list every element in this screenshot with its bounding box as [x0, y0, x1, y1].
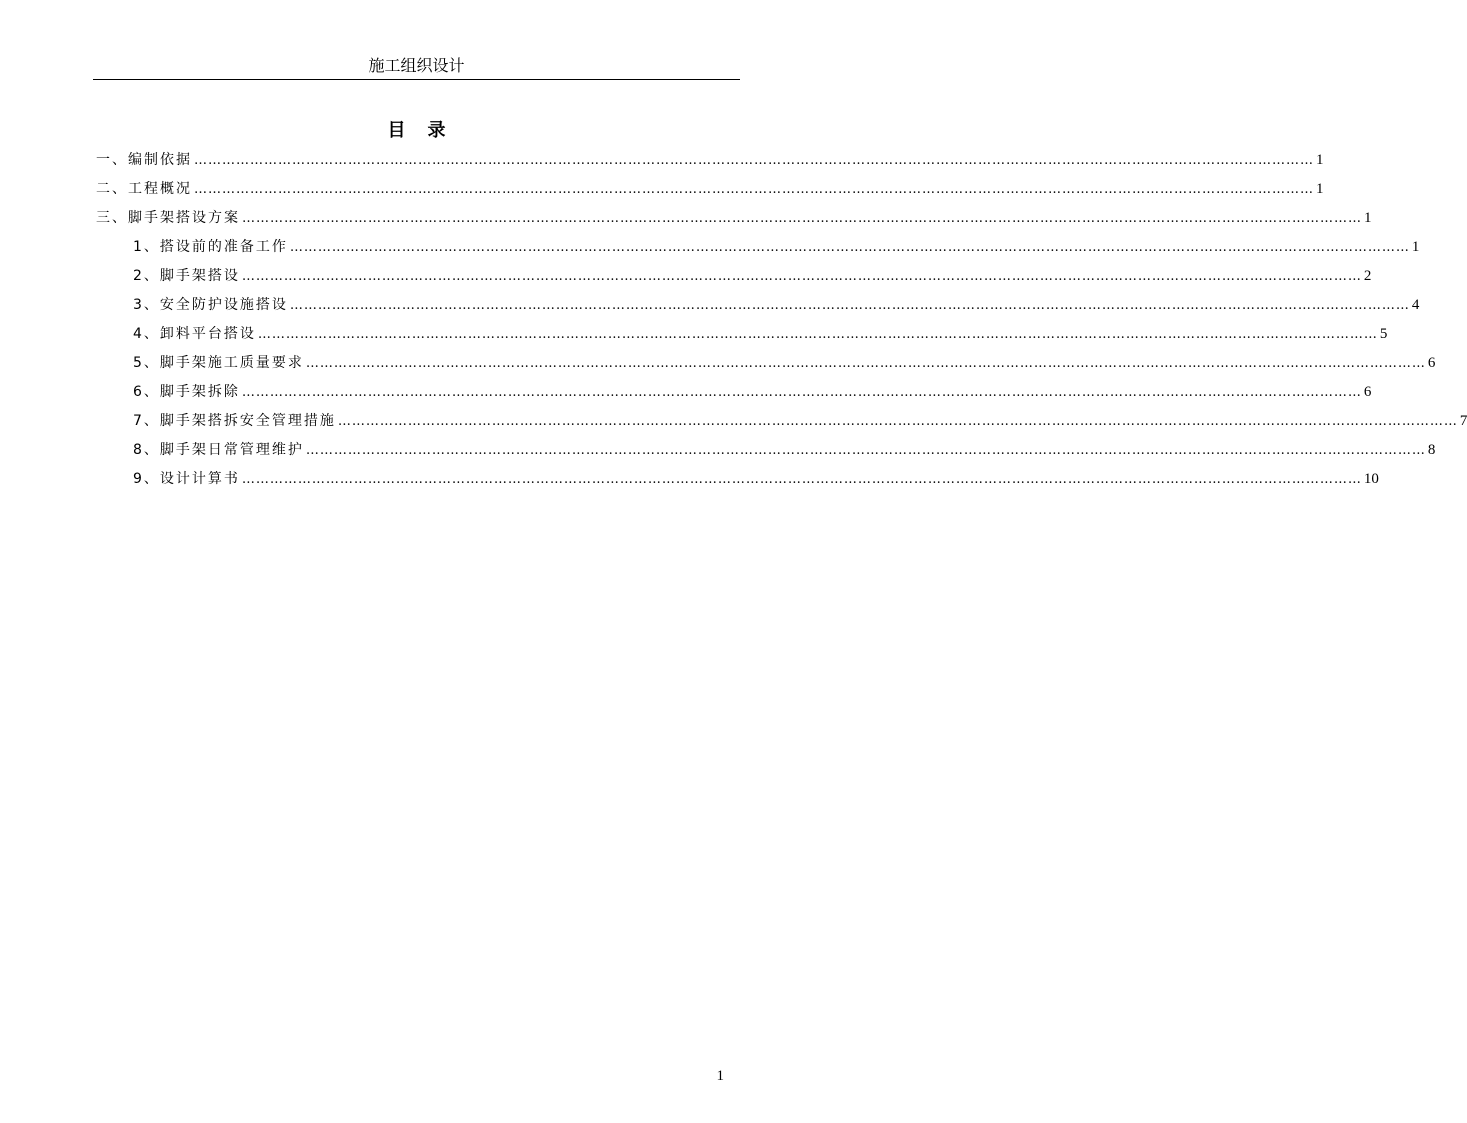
toc-entry-page: 8: [1427, 442, 1436, 458]
toc-entry-label: 3、安全防护设施搭设: [133, 297, 288, 313]
toc-entry-page: 7: [1459, 413, 1467, 429]
toc-leader-dots: ……………………………………………………………………………………………………………………………………………………………………………………………………………………: [337, 414, 1458, 429]
toc-entry-page: 1: [1411, 239, 1420, 255]
table-of-contents: [96, 146, 1467, 494]
toc-entry-label: 7、脚手架搭拆安全管理措施: [133, 413, 336, 429]
toc-entry[interactable]: [96, 262, 1372, 291]
toc-entry[interactable]: [96, 349, 1436, 378]
toc-title: 目录: [387, 120, 468, 141]
toc-entry-page: 2: [1363, 268, 1372, 284]
toc-leader-dots: ……………………………………………………………………………………………………………………………………………………………………………………………………………………: [305, 356, 1426, 371]
toc-entry-label: 1、搭设前的准备工作: [133, 239, 288, 255]
toc-entry[interactable]: [96, 204, 1372, 233]
toc-leader-dots: ……………………………………………………………………………………………………………………………………………………………………………………………………………………: [241, 472, 1362, 487]
header-divider: [93, 79, 740, 80]
toc-entry-label: 6、脚手架拆除: [133, 384, 240, 400]
toc-entry[interactable]: [96, 378, 1372, 407]
toc-leader-dots: ……………………………………………………………………………………………………………………………………………………………………………………………………………………: [194, 182, 1314, 197]
toc-entry[interactable]: [96, 465, 1379, 494]
toc-entry-page: 1: [1364, 210, 1372, 226]
toc-entry-page: 10: [1363, 471, 1379, 487]
toc-leader-dots: ……………………………………………………………………………………………………………………………………………………………………………………………………………………: [242, 211, 1362, 226]
toc-leader-dots: ……………………………………………………………………………………………………………………………………………………………………………………………………………………: [257, 327, 1378, 342]
toc-leader-dots: ……………………………………………………………………………………………………………………………………………………………………………………………………………………: [241, 269, 1362, 284]
page-number: 1: [716, 1068, 724, 1084]
toc-entry-page: 1: [1316, 181, 1324, 197]
toc-entry[interactable]: [96, 233, 1420, 262]
toc-entry-page: 5: [1379, 326, 1388, 342]
toc-entry-label: 2、脚手架搭设: [133, 268, 240, 284]
toc-entry-page: 1: [1316, 152, 1324, 168]
toc-entry-label: 9、设计计算书: [133, 471, 240, 487]
toc-leader-dots: ……………………………………………………………………………………………………………………………………………………………………………………………………………………: [289, 240, 1410, 255]
toc-entry[interactable]: [96, 146, 1324, 175]
toc-entry-label: 三、脚手架搭设方案: [96, 210, 240, 226]
toc-entry[interactable]: [96, 320, 1388, 349]
toc-entry-page: 6: [1363, 384, 1372, 400]
toc-entry-label: 4、卸料平台搭设: [133, 326, 256, 342]
toc-entry-label: 一、编制依据: [96, 152, 192, 168]
toc-entry[interactable]: [96, 436, 1436, 465]
toc-leader-dots: ……………………………………………………………………………………………………………………………………………………………………………………………………………………: [305, 443, 1426, 458]
toc-entry[interactable]: [96, 407, 1467, 436]
toc-leader-dots: ……………………………………………………………………………………………………………………………………………………………………………………………………………………: [289, 298, 1410, 313]
toc-entry-label: 5、脚手架施工质量要求: [133, 355, 304, 371]
toc-leader-dots: ……………………………………………………………………………………………………………………………………………………………………………………………………………………: [194, 153, 1314, 168]
toc-leader-dots: ……………………………………………………………………………………………………………………………………………………………………………………………………………………: [241, 385, 1362, 400]
toc-entry-label: 8、脚手架日常管理维护: [133, 442, 304, 458]
toc-entry-page: 4: [1411, 297, 1420, 313]
toc-entry-label: 二、工程概况: [96, 181, 192, 197]
page-header-title: 施工组织设计: [368, 56, 465, 75]
toc-entry[interactable]: [96, 291, 1420, 320]
toc-entry-page: 6: [1427, 355, 1436, 371]
toc-entry[interactable]: [96, 175, 1324, 204]
